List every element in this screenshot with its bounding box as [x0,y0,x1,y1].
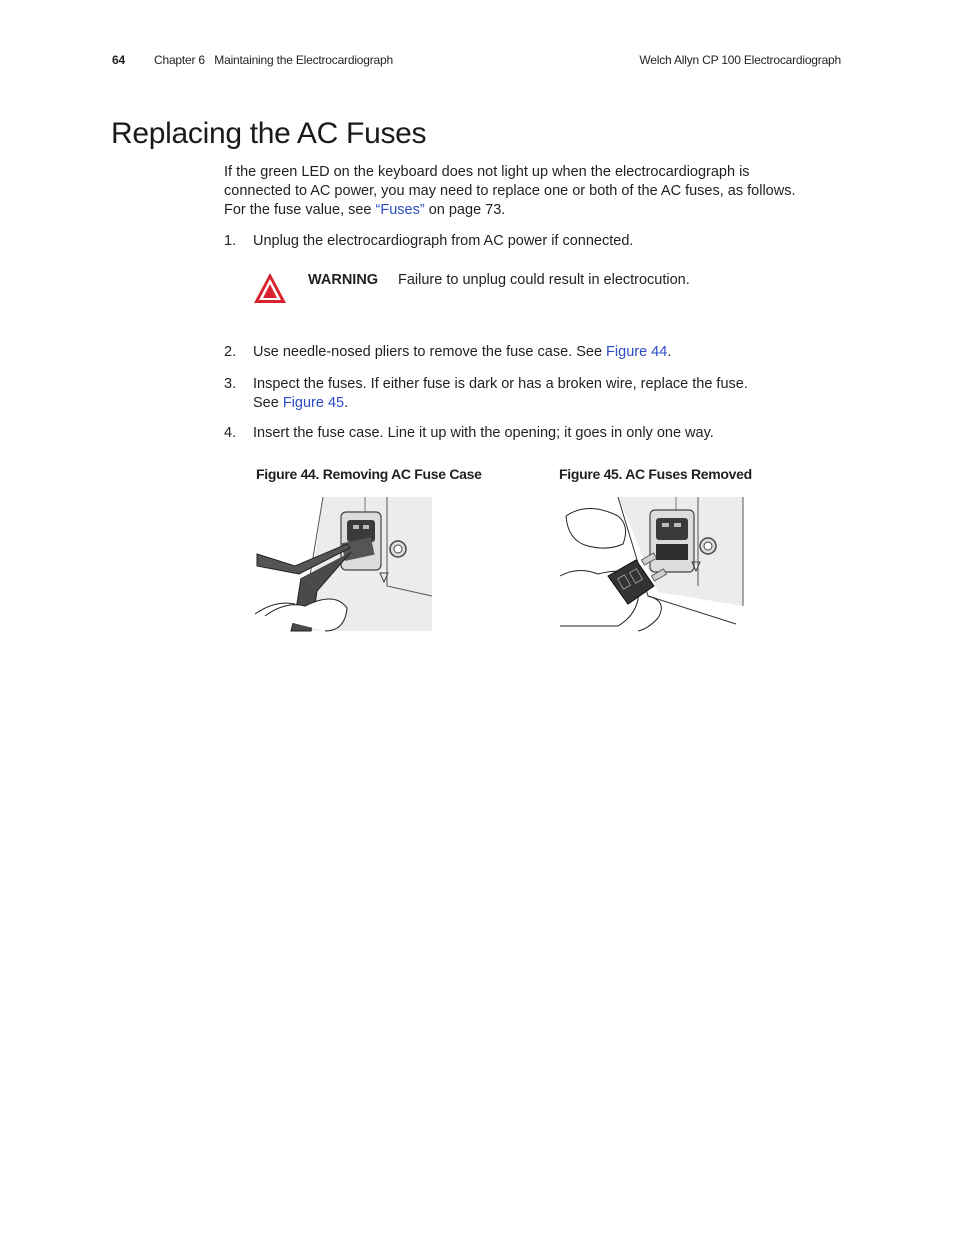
page-number: 64 [112,53,125,67]
intro-paragraph [224,163,854,220]
step-3 [224,375,748,411]
intro-line: If the green LED on the keyboard does not light up when the electrocardiograph is [224,164,750,180]
intro-text: For the fuse value, see [224,202,376,218]
step-number: 4. [224,425,237,441]
warning-text: Failure to unplug could result in electrocution. [398,272,690,288]
step-text: Insert the fuse case. Line it up with the opening; it goes in only one way. [253,425,714,441]
intro-line: connected to AC power, you may need to replace one or both of the AC fuses, as follows. [224,183,796,199]
figure-44-link[interactable]: Figure 44 [606,344,668,360]
chapter-title: Chapter 6 Maintaining the Electrocardiograph [154,53,393,67]
figure-45-caption: Figure 45. AC Fuses Removed [559,466,752,482]
warning-block [252,271,288,310]
step-number: 3. [224,376,237,392]
step-text: Unplug the electrocardiograph from AC power if connected. [253,233,634,249]
intro-text: on page 73. [424,202,506,218]
step-number: 1. [224,233,237,249]
warning-triangle-icon [252,271,288,305]
fuses-link[interactable]: “Fuses” [375,202,425,218]
step-text [253,343,843,362]
figure-44-illustration [255,496,433,632]
step-text-line: Inspect the fuses. If either fuse is dark or has a broken wire, replace the fuse. [253,376,748,392]
step-text-part: See [253,395,283,411]
step-text [253,375,843,413]
step-text-line [253,394,843,413]
page-title: Replacing the AC Fuses [111,117,427,150]
step-1 [224,232,634,251]
figure-45-link[interactable]: Figure 45 [282,395,345,411]
step-4 [224,424,714,443]
step-2 [224,343,672,362]
step-text-part: Use needle-nosed pliers to remove the fuse case. See [253,344,607,360]
step-text-part: . [667,344,672,360]
document-title: Welch Allyn CP 100 Electrocardiograph [639,53,841,67]
intro-line [224,201,854,220]
step-text-part: . [344,395,349,411]
warning-label: WARNING [308,272,379,288]
step-number: 2. [224,344,237,360]
figure-45-illustration [558,496,744,632]
figure-44-caption: Figure 44. Removing AC Fuse Case [256,466,482,482]
